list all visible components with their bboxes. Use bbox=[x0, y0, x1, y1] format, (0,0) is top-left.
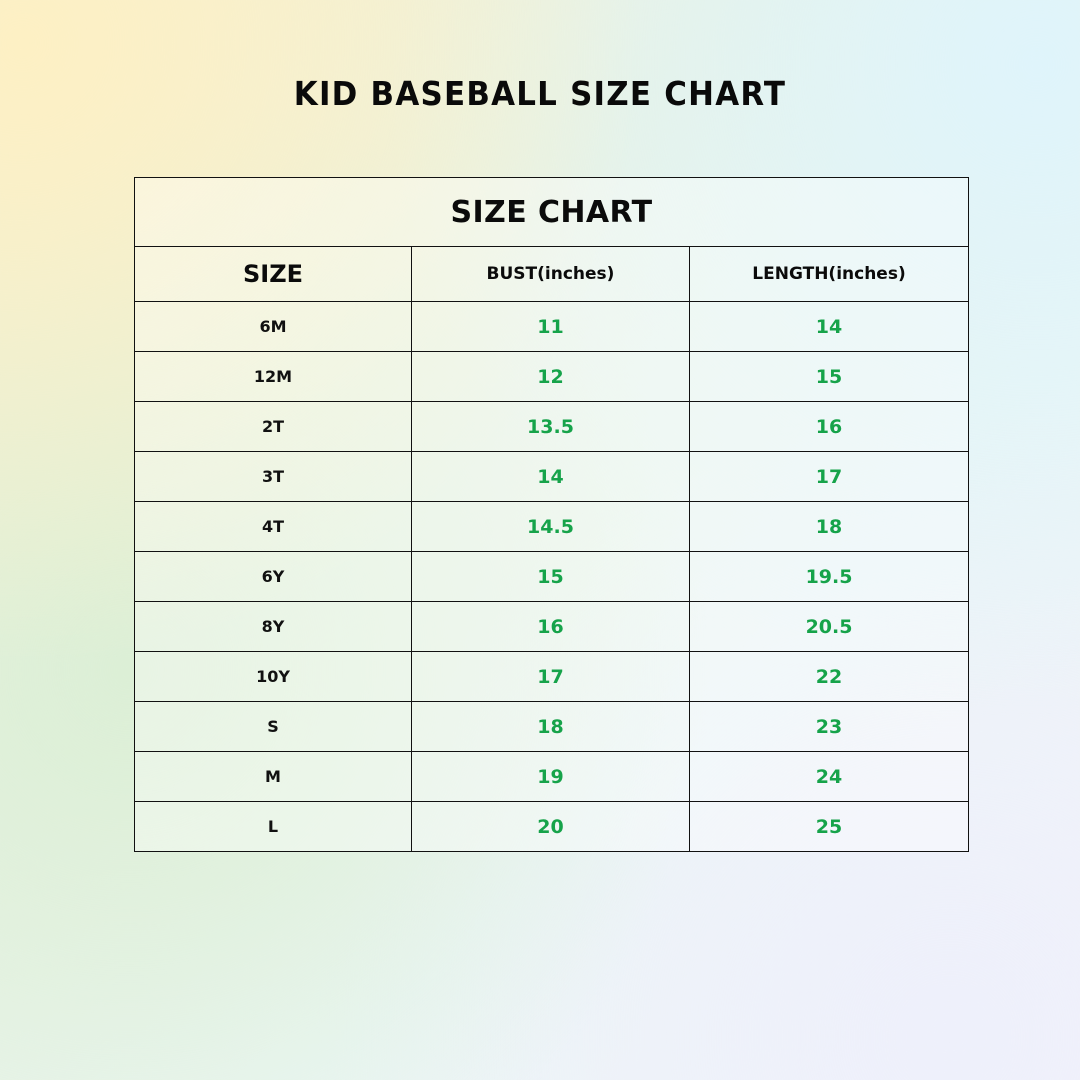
cell-bust: 20 bbox=[412, 802, 690, 852]
table-header-row bbox=[135, 247, 969, 302]
table-row bbox=[135, 652, 969, 702]
table-row bbox=[135, 502, 969, 552]
cell-bust: 14.5 bbox=[412, 502, 690, 552]
cell-bust: 18 bbox=[412, 702, 690, 752]
cell-bust: 11 bbox=[412, 302, 690, 352]
column-header-bust: BUST(inches) bbox=[412, 247, 690, 302]
cell-length: 15 bbox=[690, 352, 969, 402]
cell-bust: 14 bbox=[412, 452, 690, 502]
page-title: KID BASEBALL SIZE CHART bbox=[293, 74, 787, 113]
cell-length: 19.5 bbox=[690, 552, 969, 602]
cell-size: M bbox=[135, 752, 412, 802]
size-chart-caption: SIZE CHART bbox=[135, 178, 969, 247]
table-row bbox=[135, 602, 969, 652]
table-row bbox=[135, 752, 969, 802]
table-row bbox=[135, 352, 969, 402]
table-row bbox=[135, 402, 969, 452]
cell-bust: 15 bbox=[412, 552, 690, 602]
cell-length: 24 bbox=[690, 752, 969, 802]
cell-length: 22 bbox=[690, 652, 969, 702]
table-row bbox=[135, 702, 969, 752]
cell-bust: 17 bbox=[412, 652, 690, 702]
cell-length: 17 bbox=[690, 452, 969, 502]
size-chart-container bbox=[134, 177, 968, 852]
cell-size: 10Y bbox=[135, 652, 412, 702]
table-row bbox=[135, 452, 969, 502]
cell-size: 2T bbox=[135, 402, 412, 452]
table-row bbox=[135, 802, 969, 852]
cell-length: 18 bbox=[690, 502, 969, 552]
cell-size: L bbox=[135, 802, 412, 852]
cell-bust: 19 bbox=[412, 752, 690, 802]
table-row bbox=[135, 302, 969, 352]
cell-length: 23 bbox=[690, 702, 969, 752]
column-header-length: LENGTH(inches) bbox=[690, 247, 969, 302]
cell-length: 20.5 bbox=[690, 602, 969, 652]
cell-bust: 13.5 bbox=[412, 402, 690, 452]
cell-length: 14 bbox=[690, 302, 969, 352]
cell-size: 12M bbox=[135, 352, 412, 402]
cell-length: 25 bbox=[690, 802, 969, 852]
cell-size: 6M bbox=[135, 302, 412, 352]
table-caption-row bbox=[135, 178, 969, 247]
table-row bbox=[135, 552, 969, 602]
cell-size: 8Y bbox=[135, 602, 412, 652]
cell-length: 16 bbox=[690, 402, 969, 452]
cell-size: 3T bbox=[135, 452, 412, 502]
cell-size: 6Y bbox=[135, 552, 412, 602]
cell-size: S bbox=[135, 702, 412, 752]
size-chart-table bbox=[134, 177, 969, 852]
cell-bust: 16 bbox=[412, 602, 690, 652]
cell-bust: 12 bbox=[412, 352, 690, 402]
column-header-size: SIZE bbox=[135, 247, 412, 302]
cell-size: 4T bbox=[135, 502, 412, 552]
